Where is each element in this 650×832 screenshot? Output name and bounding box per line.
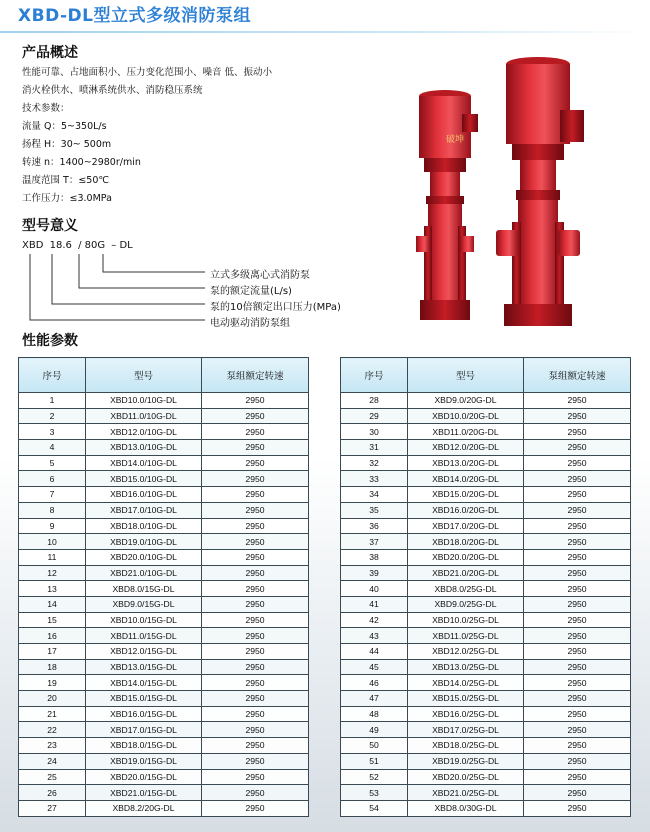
row-speed: 2950 [202, 785, 309, 801]
row-speed: 2950 [202, 471, 309, 487]
performance-table-left [18, 357, 308, 814]
row-speed: 2950 [202, 722, 309, 738]
row-model: XBD20.0/15G-DL [86, 769, 202, 785]
row-index: 4 [19, 440, 86, 456]
spec-flow: 流量 Q：5~350L/s [22, 121, 107, 132]
table-row [19, 534, 309, 550]
row-index: 31 [341, 440, 408, 456]
table-row [19, 502, 309, 518]
table-row [341, 487, 631, 503]
column-header-index: 序号 [341, 358, 408, 393]
row-speed: 2950 [202, 581, 309, 597]
row-speed: 2950 [524, 691, 631, 707]
row-index: 6 [19, 471, 86, 487]
row-speed: 2950 [202, 738, 309, 754]
table-row [19, 628, 309, 644]
row-speed: 2950 [202, 487, 309, 503]
row-index: 50 [341, 738, 408, 754]
column-header-model: 型号 [86, 358, 202, 393]
table-row [19, 471, 309, 487]
row-model: XBD12.0/15G-DL [86, 644, 202, 660]
row-index: 12 [19, 565, 86, 581]
column-header-speed: 泵组额定转速 [202, 358, 309, 393]
row-speed: 2950 [524, 800, 631, 816]
row-model: XBD10.0/10G-DL [86, 393, 202, 409]
row-index: 28 [341, 393, 408, 409]
row-index: 45 [341, 659, 408, 675]
row-model: XBD10.0/25G-DL [408, 612, 524, 628]
row-index: 23 [19, 738, 86, 754]
row-model: XBD16.0/20G-DL [408, 502, 524, 518]
table-row [19, 455, 309, 471]
table-row [341, 408, 631, 424]
model-legend-item: 泵的额定流量(L/s) [210, 286, 292, 297]
row-speed: 2950 [202, 440, 309, 456]
table-row [341, 424, 631, 440]
row-model: XBD17.0/25G-DL [408, 722, 524, 738]
row-model: XBD15.0/10G-DL [86, 471, 202, 487]
row-speed: 2950 [524, 769, 631, 785]
row-model: XBD16.0/25G-DL [408, 706, 524, 722]
row-index: 48 [341, 706, 408, 722]
row-model: XBD18.0/25G-DL [408, 738, 524, 754]
table-row [19, 644, 309, 660]
table-row [341, 612, 631, 628]
row-model: XBD12.0/25G-DL [408, 644, 524, 660]
row-speed: 2950 [202, 659, 309, 675]
table-row [341, 455, 631, 471]
model-code-prefix: XBD [22, 240, 44, 251]
row-index: 14 [19, 596, 86, 612]
row-index: 20 [19, 691, 86, 707]
table-row [19, 487, 309, 503]
table-row [341, 722, 631, 738]
row-index: 7 [19, 487, 86, 503]
row-model: XBD13.0/10G-DL [86, 440, 202, 456]
row-index: 38 [341, 549, 408, 565]
row-speed: 2950 [524, 581, 631, 597]
row-model: XBD13.0/20G-DL [408, 455, 524, 471]
motor-label: 破坤 [446, 135, 465, 145]
row-index: 44 [341, 644, 408, 660]
row-model: XBD21.0/10G-DL [86, 565, 202, 581]
row-model: XBD17.0/10G-DL [86, 502, 202, 518]
row-model: XBD15.0/25G-DL [408, 691, 524, 707]
spec-speed: 转速 n：1400~2980r/min [22, 157, 141, 168]
table-row [19, 581, 309, 597]
row-speed: 2950 [524, 549, 631, 565]
row-index: 19 [19, 675, 86, 691]
row-model: XBD13.0/15G-DL [86, 659, 202, 675]
table-row [341, 596, 631, 612]
row-speed: 2950 [202, 706, 309, 722]
row-speed: 2950 [524, 440, 631, 456]
row-model: XBD11.0/15G-DL [86, 628, 202, 644]
row-model: XBD11.0/10G-DL [86, 408, 202, 424]
row-model: XBD11.0/25G-DL [408, 628, 524, 644]
row-index: 32 [341, 455, 408, 471]
row-index: 11 [19, 549, 86, 565]
row-speed: 2950 [524, 675, 631, 691]
row-model: XBD14.0/10G-DL [86, 455, 202, 471]
row-model: XBD9.0/20G-DL [408, 393, 524, 409]
row-speed: 2950 [202, 691, 309, 707]
row-model: XBD8.0/30G-DL [408, 800, 524, 816]
row-model: XBD21.0/25G-DL [408, 785, 524, 801]
row-index: 29 [341, 408, 408, 424]
table-row [19, 549, 309, 565]
row-speed: 2950 [524, 785, 631, 801]
row-model: XBD15.0/20G-DL [408, 487, 524, 503]
row-index: 52 [341, 769, 408, 785]
table-row [341, 471, 631, 487]
row-model: XBD8.2/20G-DL [86, 800, 202, 816]
model-code-flow: 18.6 [49, 240, 72, 251]
row-speed: 2950 [524, 534, 631, 550]
row-model: XBD14.0/25G-DL [408, 675, 524, 691]
table-row [341, 534, 631, 550]
table-row [19, 722, 309, 738]
spec-head: 扬程 H：30~ 500m [22, 139, 112, 150]
row-model: XBD9.0/15G-DL [86, 596, 202, 612]
row-speed: 2950 [524, 518, 631, 534]
table-row [341, 785, 631, 801]
table-header-row [19, 358, 309, 393]
row-index: 5 [19, 455, 86, 471]
spec-pressure: 工作压力：≤3.0MPa [22, 193, 112, 204]
table-row [19, 753, 309, 769]
row-model: XBD12.0/10G-DL [86, 424, 202, 440]
table-row [341, 738, 631, 754]
row-speed: 2950 [202, 769, 309, 785]
row-index: 40 [341, 581, 408, 597]
row-index: 18 [19, 659, 86, 675]
column-header-model: 型号 [408, 358, 524, 393]
row-model: XBD14.0/20G-DL [408, 471, 524, 487]
table-row [19, 440, 309, 456]
row-model: XBD21.0/15G-DL [86, 785, 202, 801]
row-speed: 2950 [524, 612, 631, 628]
row-index: 2 [19, 408, 86, 424]
overview-line: 消火栓供水、喷淋系统供水、消防稳压系统 [22, 85, 203, 96]
column-header-index: 序号 [19, 358, 86, 393]
table-row [341, 565, 631, 581]
row-speed: 2950 [524, 659, 631, 675]
row-speed: 2950 [202, 549, 309, 565]
row-speed: 2950 [524, 706, 631, 722]
overview-line: 性能可靠、占地面积小、压力变化范围小、噪音 低、振动小 [22, 67, 273, 78]
row-model: XBD10.0/15G-DL [86, 612, 202, 628]
row-index: 17 [19, 644, 86, 660]
row-index: 10 [19, 534, 86, 550]
row-index: 24 [19, 753, 86, 769]
row-model: XBD17.0/15G-DL [86, 722, 202, 738]
table-row [19, 706, 309, 722]
table-row [19, 408, 309, 424]
row-speed: 2950 [524, 502, 631, 518]
table-row [19, 596, 309, 612]
overview-heading: 产品概述 [22, 45, 78, 61]
row-model: XBD15.0/15G-DL [86, 691, 202, 707]
row-model: XBD19.0/10G-DL [86, 534, 202, 550]
row-index: 21 [19, 706, 86, 722]
row-index: 42 [341, 612, 408, 628]
table-row [341, 691, 631, 707]
model-meaning-heading: 型号意义 [22, 218, 78, 234]
row-speed: 2950 [524, 487, 631, 503]
row-model: XBD14.0/15G-DL [86, 675, 202, 691]
row-model: XBD19.0/15G-DL [86, 753, 202, 769]
row-speed: 2950 [202, 393, 309, 409]
row-speed: 2950 [524, 628, 631, 644]
row-speed: 2950 [524, 753, 631, 769]
row-index: 53 [341, 785, 408, 801]
row-index: 8 [19, 502, 86, 518]
row-index: 30 [341, 424, 408, 440]
row-model: XBD16.0/15G-DL [86, 706, 202, 722]
pump-left [416, 90, 478, 320]
row-index: 15 [19, 612, 86, 628]
row-speed: 2950 [202, 644, 309, 660]
model-legend-item: 泵的10倍额定出口压力(MPa) [210, 302, 341, 313]
table-row [341, 502, 631, 518]
row-speed: 2950 [202, 628, 309, 644]
row-model: XBD16.0/10G-DL [86, 487, 202, 503]
performance-heading: 性能参数 [22, 333, 78, 349]
table-row [341, 644, 631, 660]
table-row [341, 518, 631, 534]
row-index: 37 [341, 534, 408, 550]
row-speed: 2950 [524, 565, 631, 581]
model-code-pressure: / 80G [78, 240, 106, 251]
row-model: XBD20.0/10G-DL [86, 549, 202, 565]
fire-pump-image [400, 50, 600, 330]
table-row [19, 612, 309, 628]
row-speed: 2950 [202, 753, 309, 769]
table-row [19, 738, 309, 754]
row-index: 33 [341, 471, 408, 487]
model-legend-item: 立式多级离心式消防泵 [210, 270, 310, 281]
row-model: XBD12.0/20G-DL [408, 440, 524, 456]
row-speed: 2950 [524, 738, 631, 754]
table-row [19, 675, 309, 691]
table-row [341, 753, 631, 769]
table-row [19, 393, 309, 409]
table-row [341, 769, 631, 785]
page-title: XBD-DL型立式多级消防泵组 [18, 6, 251, 26]
row-speed: 2950 [524, 393, 631, 409]
row-speed: 2950 [524, 424, 631, 440]
row-index: 49 [341, 722, 408, 738]
row-model: XBD11.0/20G-DL [408, 424, 524, 440]
table-row [341, 393, 631, 409]
row-model: XBD17.0/20G-DL [408, 518, 524, 534]
table-row [19, 659, 309, 675]
row-speed: 2950 [202, 518, 309, 534]
row-model: XBD10.0/20G-DL [408, 408, 524, 424]
row-index: 1 [19, 393, 86, 409]
table-row [341, 800, 631, 816]
row-speed: 2950 [202, 675, 309, 691]
table-row [19, 800, 309, 816]
row-index: 35 [341, 502, 408, 518]
pump-right [496, 57, 584, 326]
row-index: 34 [341, 487, 408, 503]
performance-table-right [340, 357, 630, 814]
row-speed: 2950 [202, 534, 309, 550]
row-index: 54 [341, 800, 408, 816]
row-speed: 2950 [202, 424, 309, 440]
table-row [341, 581, 631, 597]
table-row [19, 691, 309, 707]
row-speed: 2950 [524, 722, 631, 738]
row-speed: 2950 [524, 644, 631, 660]
row-speed: 2950 [524, 596, 631, 612]
row-speed: 2950 [524, 408, 631, 424]
row-speed: 2950 [202, 408, 309, 424]
row-model: XBD9.0/25G-DL [408, 596, 524, 612]
row-model: XBD18.0/10G-DL [86, 518, 202, 534]
row-speed: 2950 [202, 612, 309, 628]
row-index: 13 [19, 581, 86, 597]
table-row [341, 440, 631, 456]
row-index: 51 [341, 753, 408, 769]
row-model: XBD8.0/15G-DL [86, 581, 202, 597]
row-index: 36 [341, 518, 408, 534]
table-row [19, 518, 309, 534]
row-index: 47 [341, 691, 408, 707]
table-row [19, 424, 309, 440]
row-speed: 2950 [202, 565, 309, 581]
model-legend-item: 电动驱动消防泵组 [210, 318, 290, 329]
row-speed: 2950 [202, 800, 309, 816]
table-header-row [341, 358, 631, 393]
row-model: XBD21.0/20G-DL [408, 565, 524, 581]
row-speed: 2950 [202, 455, 309, 471]
row-model: XBD13.0/25G-DL [408, 659, 524, 675]
row-index: 46 [341, 675, 408, 691]
table-row [341, 549, 631, 565]
column-header-speed: 泵组额定转速 [524, 358, 631, 393]
row-index: 27 [19, 800, 86, 816]
row-speed: 2950 [524, 455, 631, 471]
row-index: 39 [341, 565, 408, 581]
row-model: XBD18.0/15G-DL [86, 738, 202, 754]
table-row [341, 659, 631, 675]
row-model: XBD19.0/25G-DL [408, 753, 524, 769]
row-model: XBD20.0/20G-DL [408, 549, 524, 565]
table-row [19, 769, 309, 785]
table-row [19, 565, 309, 581]
row-speed: 2950 [202, 596, 309, 612]
table-row [19, 785, 309, 801]
row-index: 43 [341, 628, 408, 644]
row-speed: 2950 [202, 502, 309, 518]
row-model: XBD8.0/25G-DL [408, 581, 524, 597]
table-row [341, 628, 631, 644]
row-index: 3 [19, 424, 86, 440]
row-index: 25 [19, 769, 86, 785]
overview-line: 技术参数： [22, 103, 70, 114]
row-index: 26 [19, 785, 86, 801]
row-index: 41 [341, 596, 408, 612]
row-index: 9 [19, 518, 86, 534]
row-index: 22 [19, 722, 86, 738]
spec-temperature: 温度范围 T：≤50℃ [22, 175, 110, 186]
row-model: XBD20.0/25G-DL [408, 769, 524, 785]
row-model: XBD18.0/20G-DL [408, 534, 524, 550]
row-speed: 2950 [524, 471, 631, 487]
table-row [341, 706, 631, 722]
table-row [341, 675, 631, 691]
row-index: 16 [19, 628, 86, 644]
model-code-suffix: – DL [111, 240, 133, 251]
